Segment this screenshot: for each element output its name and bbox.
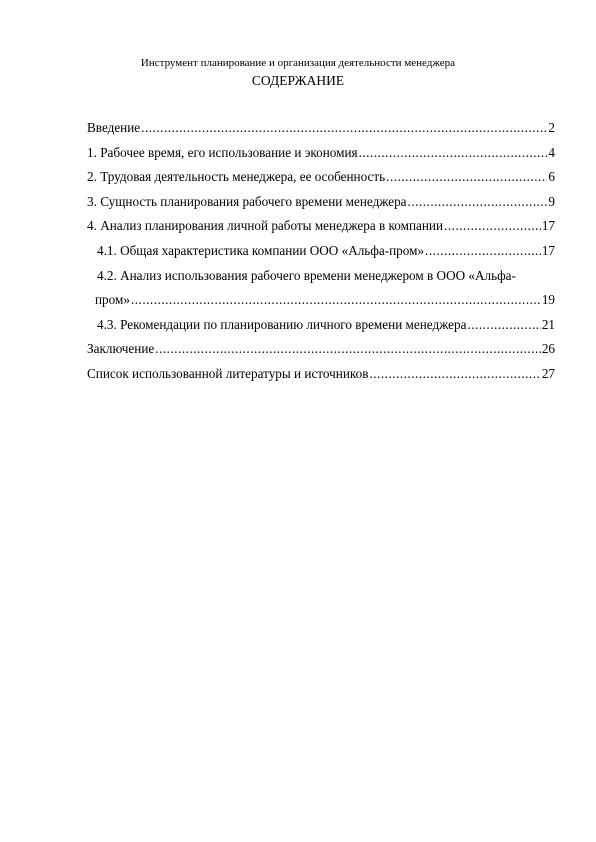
toc-leader-dots <box>155 337 541 362</box>
toc-entry-text-line2: пром» <box>95 292 130 308</box>
toc-entry-chapter-4[interactable] <box>87 214 555 239</box>
toc-entry-section-4-3[interactable] <box>97 313 555 338</box>
toc-page-number: 19 <box>541 292 555 308</box>
toc-entry-section-4-2[interactable] <box>97 264 555 313</box>
toc-entry-text: 4. Анализ планирования личной работы менеджера в компании <box>87 218 444 234</box>
toc-leader-dots <box>386 165 547 190</box>
toc-leader-dots <box>467 313 540 338</box>
toc-entry-text: 4.1. Общая характеристика компании ООО «Альфа-пром» <box>97 242 425 258</box>
toc-leader-dots <box>141 116 547 141</box>
toc-page-number: 6 <box>548 169 555 185</box>
toc-leader-dots <box>369 362 540 387</box>
toc-entry-text: Список использованной литературы и источников <box>87 365 369 381</box>
toc-leader-dots <box>359 141 548 166</box>
toc-page-number: 27 <box>541 365 555 381</box>
toc-leader-dots <box>408 190 548 215</box>
toc-leader-dots <box>425 239 541 264</box>
toc-entry-text-line1: 4.2. Анализ использования рабочего времени менеджером в ООО «Альфа- <box>97 267 516 283</box>
toc-page-number: 26 <box>541 341 555 357</box>
page-title: СОДЕРЖАНИЕ <box>251 73 345 88</box>
toc-entry-text: Введение <box>87 120 141 135</box>
toc-leader-dots <box>131 288 541 313</box>
toc-entry-text: 3. Сущность планирования рабочего времени менеджера <box>87 193 407 209</box>
toc-page-number: 4 <box>548 144 555 160</box>
toc-page-number: 9 <box>548 193 555 209</box>
toc-entry-section-4-1[interactable] <box>97 239 555 264</box>
toc-leader-dots <box>444 214 541 239</box>
toc-entry-conclusion[interactable] <box>87 337 555 362</box>
toc-entry-introduction[interactable] <box>87 116 555 141</box>
table-of-contents <box>87 116 555 387</box>
toc-entry-text: 1. Рабочее время, его использование и экономия <box>87 144 358 160</box>
toc-entry-chapter-3[interactable] <box>87 190 555 215</box>
page-header: Инструмент планирование и организация деятельности менеджера <box>140 57 456 69</box>
toc-page-number: 21 <box>541 316 555 332</box>
toc-entry-text: 2. Трудовая деятельность менеджера, ее особенность <box>87 169 386 185</box>
toc-entry-chapter-1[interactable] <box>87 141 555 166</box>
toc-page-number: 17 <box>541 218 555 234</box>
toc-page-number: 2 <box>548 120 555 135</box>
toc-entry-text: Заключение <box>87 341 155 357</box>
toc-entry-text: 4.3. Рекомендации по планированию личного времени менеджера <box>97 316 467 332</box>
toc-entry-chapter-2[interactable] <box>87 165 555 190</box>
toc-page-number: 17 <box>541 242 555 258</box>
toc-entry-references[interactable] <box>87 362 555 387</box>
